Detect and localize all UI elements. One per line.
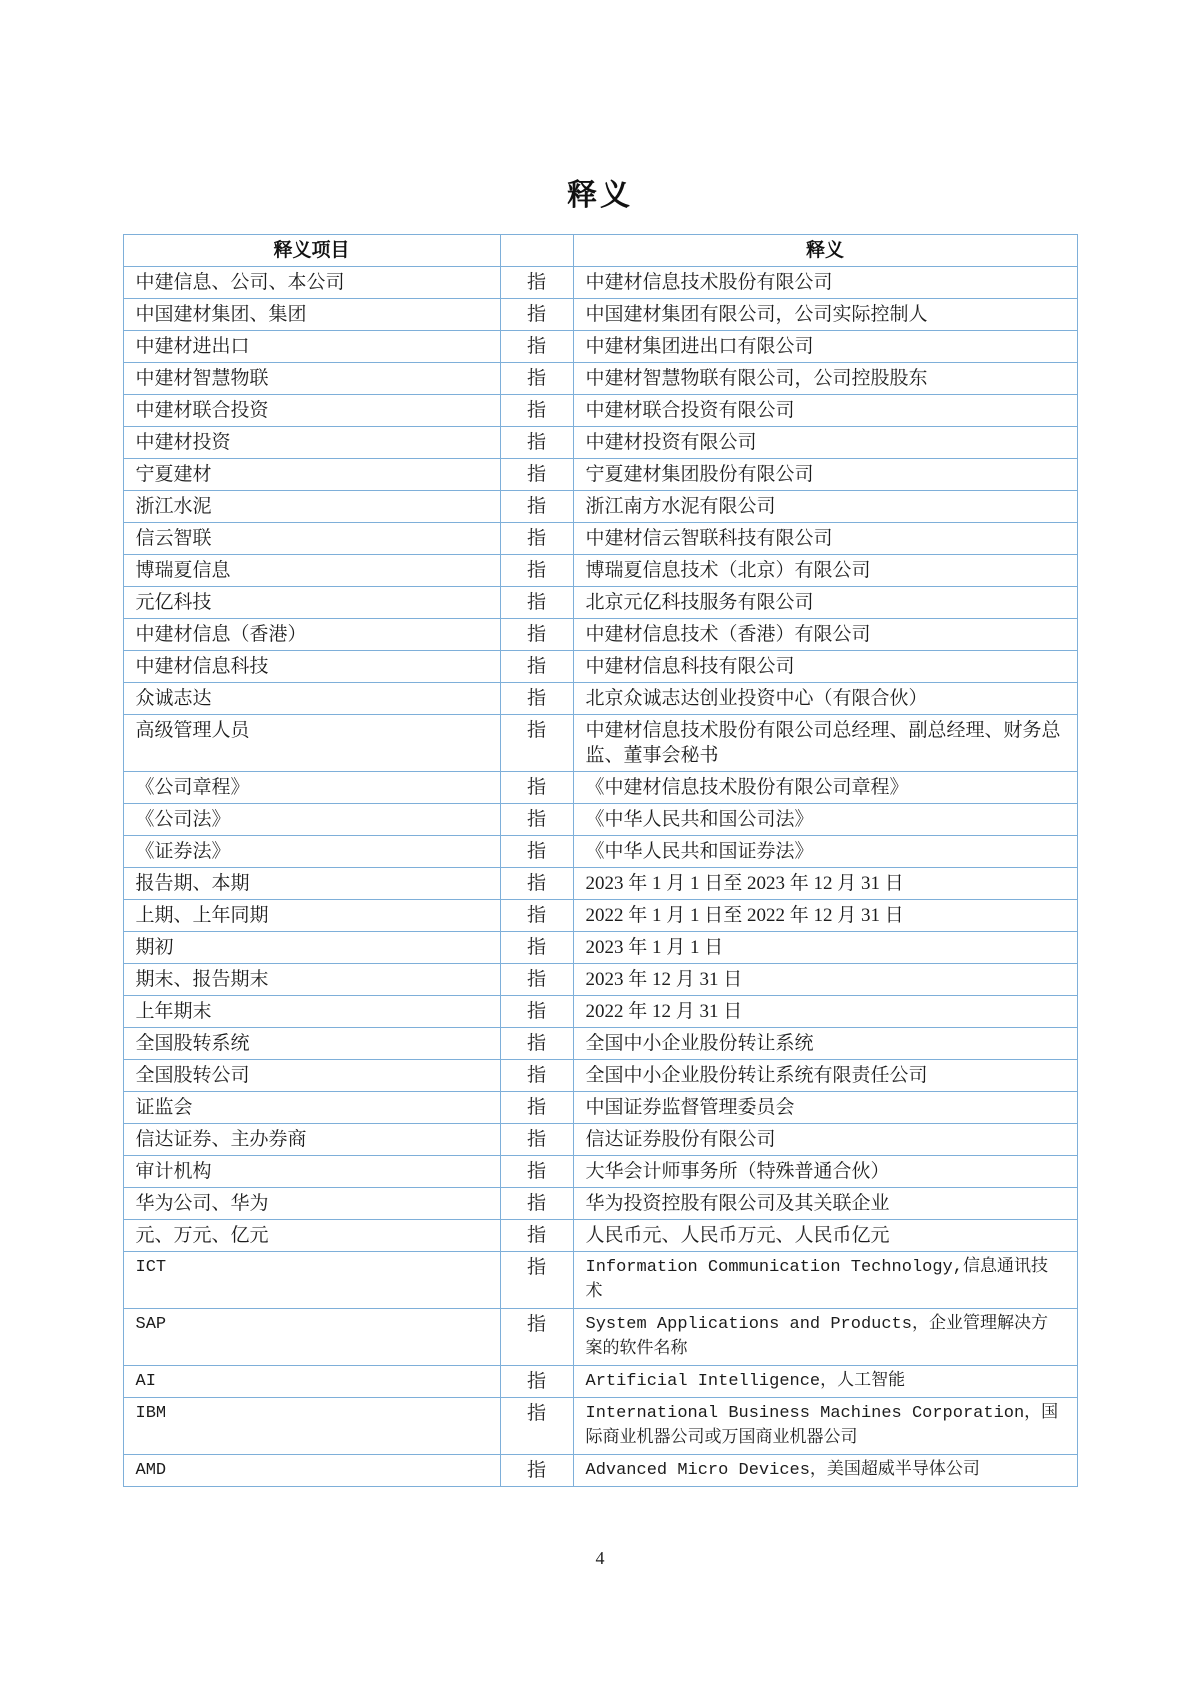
term-cell: 高级管理人员 (123, 715, 500, 772)
mid-cell: 指 (500, 1092, 573, 1124)
table-row (123, 587, 1077, 619)
term-cell: AMD (123, 1455, 500, 1487)
mid-cell: 指 (500, 363, 573, 395)
term-cell: SAP (123, 1309, 500, 1366)
term-cell: 信达证券、主办券商 (123, 1124, 500, 1156)
term-cell: 全国股转公司 (123, 1060, 500, 1092)
term-cell: 审计机构 (123, 1156, 500, 1188)
term-cell: 《公司法》 (123, 804, 500, 836)
definition-cell: International Business Machines Corporation，国际商业机器公司或万国商业机器公司 (573, 1398, 1077, 1455)
table-row (123, 523, 1077, 555)
header-term: 释义项目 (123, 235, 500, 267)
definition-cell: 2023 年 1 月 1 日至 2023 年 12 月 31 日 (573, 868, 1077, 900)
definition-cell: 中国建材集团有限公司，公司实际控制人 (573, 299, 1077, 331)
table-row (123, 868, 1077, 900)
page-number: 4 (595, 1548, 605, 1568)
definition-cell: 华为投资控股有限公司及其关联企业 (573, 1188, 1077, 1220)
mid-cell: 指 (500, 651, 573, 683)
term-cell: 《证券法》 (123, 836, 500, 868)
mid-cell: 指 (500, 1188, 573, 1220)
table-row (123, 1398, 1077, 1455)
mid-cell: 指 (500, 1398, 573, 1455)
mid-cell: 指 (500, 996, 573, 1028)
mid-cell: 指 (500, 459, 573, 491)
mid-cell: 指 (500, 1366, 573, 1398)
table-row (123, 900, 1077, 932)
mid-cell: 指 (500, 587, 573, 619)
table-row (123, 772, 1077, 804)
table-row (123, 1366, 1077, 1398)
definition-cell: 北京元亿科技服务有限公司 (573, 587, 1077, 619)
mid-cell: 指 (500, 900, 573, 932)
header-row (123, 235, 1077, 267)
table-row (123, 683, 1077, 715)
mid-cell: 指 (500, 523, 573, 555)
definitions-table (123, 234, 1078, 1487)
term-cell: 中建材智慧物联 (123, 363, 500, 395)
table-row (123, 491, 1077, 523)
mid-cell: 指 (500, 555, 573, 587)
term-cell: ICT (123, 1252, 500, 1309)
mid-cell: 指 (500, 868, 573, 900)
table-row (123, 555, 1077, 587)
definition-cell: 中建材智慧物联有限公司，公司控股股东 (573, 363, 1077, 395)
table-row (123, 1188, 1077, 1220)
term-cell: 元、万元、亿元 (123, 1220, 500, 1252)
definition-cell: 2023 年 12 月 31 日 (573, 964, 1077, 996)
table-row (123, 1060, 1077, 1092)
mid-cell: 指 (500, 267, 573, 299)
mid-cell: 指 (500, 1124, 573, 1156)
table-row (123, 996, 1077, 1028)
definition-cell: 中建材信云智联科技有限公司 (573, 523, 1077, 555)
term-cell: 期末、报告期末 (123, 964, 500, 996)
definition-cell: 2022 年 12 月 31 日 (573, 996, 1077, 1028)
table-row (123, 1309, 1077, 1366)
term-cell: 上年期末 (123, 996, 500, 1028)
term-cell: IBM (123, 1398, 500, 1455)
definition-cell: 信达证券股份有限公司 (573, 1124, 1077, 1156)
table-row (123, 619, 1077, 651)
definition-cell: 北京众诚志达创业投资中心（有限合伙） (573, 683, 1077, 715)
term-cell: AI (123, 1366, 500, 1398)
term-cell: 中建材投资 (123, 427, 500, 459)
table-row (123, 715, 1077, 772)
term-cell: 证监会 (123, 1092, 500, 1124)
mid-cell: 指 (500, 964, 573, 996)
table-row (123, 651, 1077, 683)
definition-cell: Artificial Intelligence，人工智能 (573, 1366, 1077, 1398)
mid-cell: 指 (500, 804, 573, 836)
table-row (123, 331, 1077, 363)
term-cell: 华为公司、华为 (123, 1188, 500, 1220)
mid-cell: 指 (500, 395, 573, 427)
table-row (123, 363, 1077, 395)
table-row (123, 1028, 1077, 1060)
table-row (123, 836, 1077, 868)
table-row (123, 459, 1077, 491)
definition-cell: 中建材信息科技有限公司 (573, 651, 1077, 683)
definition-cell: 中建材信息技术股份有限公司总经理、副总经理、财务总监、董事会秘书 (573, 715, 1077, 772)
term-cell: 期初 (123, 932, 500, 964)
definitions-table-header (123, 235, 1077, 267)
term-cell: 中建材进出口 (123, 331, 500, 363)
table-row (123, 299, 1077, 331)
table-row (123, 427, 1077, 459)
mid-cell: 指 (500, 1028, 573, 1060)
table-row (123, 1156, 1077, 1188)
term-cell: 上期、上年同期 (123, 900, 500, 932)
definition-cell: 博瑞夏信息技术（北京）有限公司 (573, 555, 1077, 587)
definition-cell: Information Communication Technology,信息通讯技术 (573, 1252, 1077, 1309)
table-row (123, 1092, 1077, 1124)
mid-cell: 指 (500, 1455, 573, 1487)
mid-cell: 指 (500, 1309, 573, 1366)
mid-cell: 指 (500, 683, 573, 715)
definition-cell: 大华会计师事务所（特殊普通合伙） (573, 1156, 1077, 1188)
definition-cell: 2022 年 1 月 1 日至 2022 年 12 月 31 日 (573, 900, 1077, 932)
definition-cell: 《中华人民共和国公司法》 (573, 804, 1077, 836)
mid-cell: 指 (500, 1156, 573, 1188)
term-cell: 元亿科技 (123, 587, 500, 619)
definition-cell: 中建材联合投资有限公司 (573, 395, 1077, 427)
header-mid (500, 235, 573, 267)
definition-cell: 中建材信息技术股份有限公司 (573, 267, 1077, 299)
mid-cell: 指 (500, 772, 573, 804)
mid-cell: 指 (500, 715, 573, 772)
definition-cell: 宁夏建材集团股份有限公司 (573, 459, 1077, 491)
definition-cell: System Applications and Products，企业管理解决方案的软件名称 (573, 1309, 1077, 1366)
mid-cell: 指 (500, 427, 573, 459)
header-definition: 释义 (573, 235, 1077, 267)
table-row (123, 1455, 1077, 1487)
mid-cell: 指 (500, 1252, 573, 1309)
mid-cell: 指 (500, 1060, 573, 1092)
table-row (123, 804, 1077, 836)
term-cell: 浙江水泥 (123, 491, 500, 523)
term-cell: 博瑞夏信息 (123, 555, 500, 587)
definition-cell: 中建材集团进出口有限公司 (573, 331, 1077, 363)
table-row (123, 1252, 1077, 1309)
definition-cell: 《中华人民共和国证券法》 (573, 836, 1077, 868)
mid-cell: 指 (500, 932, 573, 964)
term-cell: 报告期、本期 (123, 868, 500, 900)
mid-cell: 指 (500, 619, 573, 651)
term-cell: 全国股转系统 (123, 1028, 500, 1060)
term-cell: 中国建材集团、集团 (123, 299, 500, 331)
definition-cell: 全国中小企业股份转让系统 (573, 1028, 1077, 1060)
mid-cell: 指 (500, 836, 573, 868)
definition-cell: 中建材信息技术（香港）有限公司 (573, 619, 1077, 651)
mid-cell: 指 (500, 491, 573, 523)
table-row (123, 964, 1077, 996)
definition-cell: 全国中小企业股份转让系统有限责任公司 (573, 1060, 1077, 1092)
table-row (123, 932, 1077, 964)
term-cell: 宁夏建材 (123, 459, 500, 491)
mid-cell: 指 (500, 299, 573, 331)
term-cell: 《公司章程》 (123, 772, 500, 804)
definition-cell: 2023 年 1 月 1 日 (573, 932, 1077, 964)
definition-cell: Advanced Micro Devices，美国超威半导体公司 (573, 1455, 1077, 1487)
term-cell: 中建信息、公司、本公司 (123, 267, 500, 299)
mid-cell: 指 (500, 331, 573, 363)
term-cell: 信云智联 (123, 523, 500, 555)
definitions-table-body (123, 267, 1077, 1487)
definition-cell: 中国证券监督管理委员会 (573, 1092, 1077, 1124)
definition-cell: 浙江南方水泥有限公司 (573, 491, 1077, 523)
table-row (123, 395, 1077, 427)
term-cell: 中建材信息（香港） (123, 619, 500, 651)
term-cell: 众诚志达 (123, 683, 500, 715)
table-row (123, 1124, 1077, 1156)
definition-cell: 中建材投资有限公司 (573, 427, 1077, 459)
definition-cell: 《中建材信息技术股份有限公司章程》 (573, 772, 1077, 804)
page-title: 释义 (567, 179, 633, 212)
term-cell: 中建材信息科技 (123, 651, 500, 683)
table-row (123, 1220, 1077, 1252)
definition-cell: 人民币元、人民币万元、人民币亿元 (573, 1220, 1077, 1252)
term-cell: 中建材联合投资 (123, 395, 500, 427)
table-row (123, 267, 1077, 299)
mid-cell: 指 (500, 1220, 573, 1252)
